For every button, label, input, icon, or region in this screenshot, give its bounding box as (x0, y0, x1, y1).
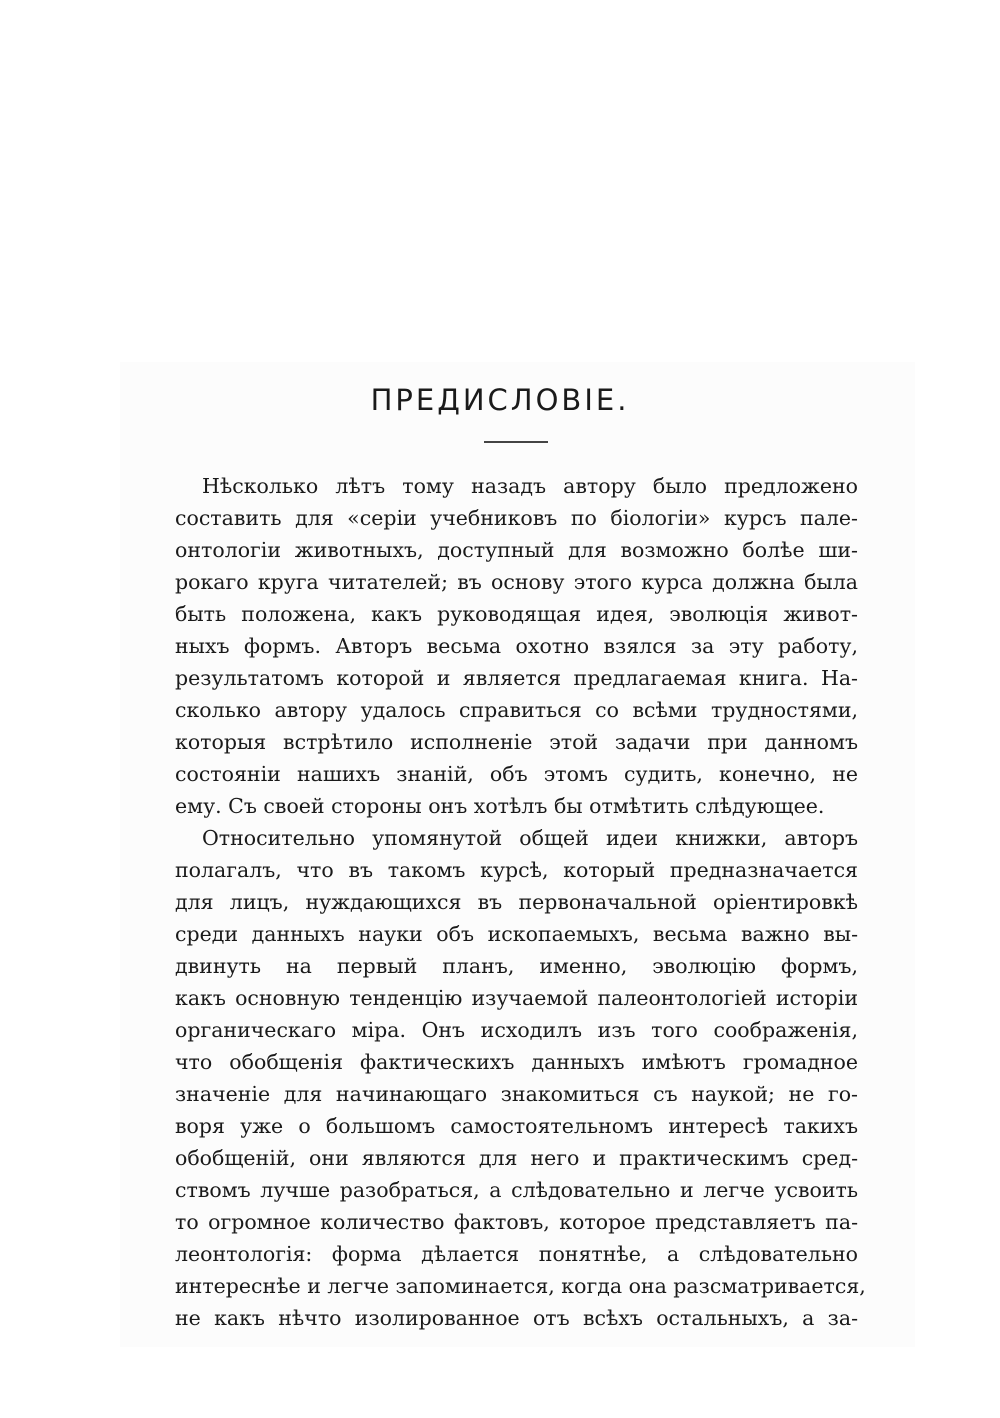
text-line: Нѣсколько лѣтъ тому назадъ автору было предложено (202, 474, 858, 498)
text-line: что обобщенія фактическихъ данныхъ имѣютъ громадное (175, 1050, 858, 1074)
text-line: онтологіи животныхъ, доступный для возможно болѣе ши- (175, 538, 858, 562)
title-divider (484, 441, 548, 443)
text-line: для лицъ, нуждающихся въ первоначальной оріентировкѣ (175, 890, 858, 914)
text-line: не какъ нѣчто изолированное отъ всѣхъ остальныхъ, а за- (175, 1306, 858, 1330)
text-line: ствомъ лучше разобраться, а слѣдовательно и легче усвоить (175, 1178, 858, 1202)
text-line: интереснѣе и легче запоминается, когда она разсматривается, (175, 1274, 866, 1298)
text-line: Относительно упомянутой общей идеи книжки, авторъ (202, 826, 858, 850)
page-title: ПРЕДИСЛОВІЕ. (370, 383, 630, 417)
text-line: сколько автору удалось справиться со всѣми трудностями, (175, 698, 858, 722)
text-line: быть положена, какъ руководящая идея, эволюція живот- (175, 602, 858, 626)
text-line: полагалъ, что въ такомъ курсѣ, который предназначается (175, 858, 858, 882)
text-line: леонтологія: форма дѣлается понятнѣе, а слѣдовательно (175, 1242, 858, 1266)
text-line: какъ основную тенденцію изучаемой палеонтологіей исторіи (175, 986, 858, 1010)
text-line: обобщеній, они являются для него и практическимъ сред- (175, 1146, 858, 1170)
text-line: значеніе для начинающаго знакомиться съ наукой; не го- (175, 1082, 858, 1106)
text-line: ныхъ формъ. Авторъ весьма охотно взялся за эту работу, (175, 634, 858, 658)
text-line: органическаго міра. Онъ исходилъ изъ того соображенія, (175, 1018, 858, 1042)
text-line: то огромное количество фактовъ, которое представляетъ па- (175, 1210, 858, 1234)
text-line: ему. Съ своей стороны онъ хотѣлъ бы отмѣтить слѣдующее. (175, 794, 825, 818)
text-line: воря уже о большомъ самостоятельномъ интересѣ такихъ (175, 1114, 858, 1138)
text-line: которыя встрѣтило исполненіе этой задачи при данномъ (175, 730, 858, 754)
text-line: двинуть на первый планъ, именно, эволюцію формъ, (175, 954, 858, 978)
text-line: состояніи нашихъ знаній, объ этомъ судить, конечно, не (175, 762, 858, 786)
text-line: среди данныхъ науки объ ископаемыхъ, весьма важно вы- (175, 922, 858, 946)
text-line: составить для «серіи учебниковъ по біологіи» курсъ пале- (175, 506, 858, 530)
text-line: рокаго круга читателей; въ основу этого курса должна была (175, 570, 858, 594)
text-line: результатомъ которой и является предлагаемая книга. На- (175, 666, 858, 690)
